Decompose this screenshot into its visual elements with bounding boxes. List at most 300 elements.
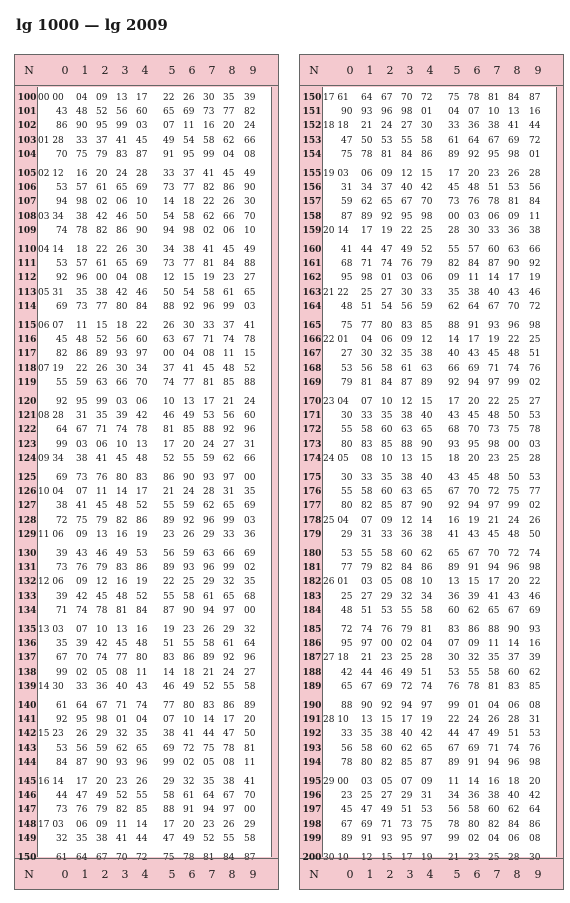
mantissa-cell: 85 bbox=[223, 377, 235, 388]
mantissa-cell: 69 bbox=[183, 107, 195, 118]
mantissa-cell: 78 bbox=[448, 819, 460, 830]
mantissa-cell: 39 bbox=[56, 549, 68, 559]
mantissa-cell: 89 bbox=[163, 515, 175, 526]
mantissa-cell: 46 bbox=[116, 211, 128, 222]
mantissa-cell: 63 bbox=[401, 487, 413, 498]
mantissa-cell: 51 bbox=[401, 805, 413, 816]
table-row bbox=[38, 259, 271, 271]
mantissa-cell: 65 bbox=[448, 549, 460, 559]
mantissa-prefix: 27 18 bbox=[323, 653, 349, 664]
mantissa-prefix: 21 22 bbox=[323, 287, 349, 298]
mantissa-cell: 19 bbox=[529, 273, 541, 284]
row-label: 172 bbox=[302, 425, 322, 436]
table-body bbox=[322, 87, 557, 863]
mantissa-cell: 43 bbox=[136, 681, 148, 692]
mantissa-cell: 72 bbox=[421, 93, 433, 103]
mantissa-cell: 65 bbox=[136, 743, 148, 754]
row-label: 137 bbox=[17, 653, 37, 664]
row-label: 152 bbox=[302, 121, 322, 132]
mantissa-cell: 81 bbox=[488, 681, 500, 692]
row-label: 132 bbox=[17, 577, 37, 588]
mantissa-cell: 09 bbox=[448, 273, 460, 284]
mantissa-cell: 53 bbox=[381, 135, 393, 146]
mantissa-cell: 38 bbox=[488, 121, 500, 132]
mantissa-cell: 98 bbox=[508, 149, 520, 160]
mantissa-cell: 82 bbox=[116, 805, 128, 816]
mantissa-cell: 81 bbox=[508, 197, 520, 208]
mantissa-cell: 84 bbox=[401, 149, 413, 160]
mantissa-cell: 35 bbox=[56, 639, 68, 650]
mantissa-cell: 36 bbox=[401, 529, 413, 540]
mantissa-cell: 98 bbox=[401, 107, 413, 118]
row-label: 108 bbox=[17, 211, 37, 222]
mantissa-cell: 87 bbox=[401, 377, 413, 388]
mantissa-cell: 09 bbox=[96, 93, 108, 103]
mantissa-cell: 28 bbox=[136, 169, 148, 179]
mantissa-cell: 02 bbox=[96, 197, 108, 208]
mantissa-cell: 74 bbox=[421, 681, 433, 692]
mantissa-cell: 90 bbox=[183, 473, 195, 483]
mantissa-cell: 52 bbox=[203, 681, 215, 692]
mantissa-cell: 35 bbox=[136, 729, 148, 740]
mantissa-cell: 30 bbox=[341, 473, 353, 483]
mantissa-cell: 45 bbox=[448, 183, 460, 194]
mantissa-cell: 05 bbox=[203, 757, 215, 768]
mantissa-cell: 40 bbox=[448, 349, 460, 360]
column-header: 8 bbox=[228, 868, 236, 881]
mantissa-cell: 58 bbox=[421, 605, 433, 616]
mantissa-cell: 33 bbox=[421, 287, 433, 298]
mantissa-cell: 09 bbox=[96, 819, 108, 830]
mantissa-cell: 94 bbox=[401, 701, 413, 711]
row-label: 187 bbox=[302, 653, 322, 664]
mantissa-prefix: 13 03 bbox=[38, 625, 64, 635]
table-header-top bbox=[300, 55, 563, 86]
mantissa-cell: 64 bbox=[203, 791, 215, 802]
mantissa-cell: 75 bbox=[421, 819, 433, 830]
table-row bbox=[323, 454, 556, 466]
mantissa-cell: 53 bbox=[529, 729, 541, 740]
mantissa-cell: 59 bbox=[203, 453, 215, 464]
mantissa-cell: 72 bbox=[529, 301, 541, 312]
mantissa-cell: 17 bbox=[203, 397, 215, 407]
column-header: 9 bbox=[534, 64, 542, 77]
mantissa-cell: 47 bbox=[76, 791, 88, 802]
mantissa-cell: 03 bbox=[116, 397, 128, 407]
column-header: N bbox=[24, 868, 34, 881]
mantissa-cell: 84 bbox=[136, 301, 148, 312]
mantissa-cell: 30 bbox=[468, 225, 480, 236]
mantissa-cell: 11 bbox=[244, 757, 256, 768]
mantissa-cell: 16 bbox=[488, 777, 500, 787]
mantissa-cell: 35 bbox=[76, 287, 88, 298]
table-row bbox=[38, 93, 271, 105]
mantissa-cell: 81 bbox=[488, 93, 500, 103]
mantissa-cell: 16 bbox=[116, 577, 128, 588]
row-label: 131 bbox=[17, 563, 37, 574]
row-label: 119 bbox=[17, 377, 37, 388]
mantissa-cell: 74 bbox=[56, 225, 68, 236]
mantissa-cell: 47 bbox=[381, 245, 393, 255]
mantissa-cell: 56 bbox=[341, 743, 353, 754]
mantissa-cell: 23 bbox=[341, 791, 353, 802]
mantissa-prefix: 22 01 bbox=[323, 335, 349, 346]
row-label: 145 bbox=[17, 777, 37, 787]
mantissa-cell: 22 bbox=[401, 225, 413, 236]
mantissa-cell: 47 bbox=[468, 729, 480, 740]
mantissa-cell: 58 bbox=[244, 681, 256, 692]
mantissa-cell: 41 bbox=[341, 245, 353, 255]
mantissa-cell: 21 bbox=[361, 121, 373, 132]
mantissa-cell: 58 bbox=[361, 743, 373, 754]
mantissa-cell: 64 bbox=[361, 93, 373, 103]
mantissa-cell: 79 bbox=[96, 805, 108, 816]
mantissa-cell: 17 bbox=[401, 715, 413, 726]
mantissa-cell: 69 bbox=[529, 605, 541, 616]
mantissa-cell: 69 bbox=[361, 819, 373, 830]
mantissa-cell: 06 bbox=[136, 397, 148, 407]
table-row bbox=[38, 411, 271, 423]
mantissa-cell: 74 bbox=[116, 425, 128, 436]
mantissa-cell: 92 bbox=[56, 715, 68, 726]
column-header: N bbox=[309, 868, 319, 881]
mantissa-cell: 90 bbox=[421, 501, 433, 512]
mantissa-cell: 32 bbox=[223, 577, 235, 588]
mantissa-cell: 96 bbox=[244, 653, 256, 664]
mantissa-cell: 84 bbox=[136, 605, 148, 616]
row-label: 140 bbox=[17, 701, 37, 711]
mantissa-cell: 59 bbox=[183, 549, 195, 559]
mantissa-cell: 44 bbox=[529, 121, 541, 132]
mantissa-cell: 56 bbox=[448, 805, 460, 816]
mantissa-cell: 78 bbox=[468, 681, 480, 692]
mantissa-cell: 38 bbox=[401, 473, 413, 483]
mantissa-cell: 90 bbox=[508, 625, 520, 635]
mantissa-cell: 87 bbox=[488, 259, 500, 270]
row-label: 150 bbox=[17, 853, 37, 863]
mantissa-cell: 74 bbox=[223, 335, 235, 346]
mantissa-cell: 18 bbox=[183, 197, 195, 208]
mantissa-cell: 41 bbox=[448, 529, 460, 540]
mantissa-cell: 20 bbox=[183, 439, 195, 450]
mantissa-cell: 75 bbox=[508, 487, 520, 498]
table-row bbox=[38, 577, 271, 589]
mantissa-cell: 96 bbox=[76, 273, 88, 284]
mantissa-cell: 34 bbox=[361, 183, 373, 194]
mantissa-cell: 17 bbox=[163, 819, 175, 830]
mantissa-cell: 34 bbox=[448, 791, 460, 802]
mantissa-cell: 80 bbox=[361, 757, 373, 768]
mantissa-cell: 80 bbox=[116, 473, 128, 483]
mantissa-cell: 11 bbox=[448, 777, 460, 787]
row-label: 185 bbox=[302, 625, 322, 635]
mantissa-cell: 58 bbox=[163, 791, 175, 802]
mantissa-cell: 27 bbox=[529, 397, 541, 407]
mantissa-cell: 12 bbox=[401, 515, 413, 526]
mantissa-cell: 43 bbox=[448, 411, 460, 422]
mantissa-cell: 33 bbox=[76, 135, 88, 146]
column-header: 7 bbox=[208, 868, 216, 881]
mantissa-cell: 89 bbox=[448, 149, 460, 160]
mantissa-cell: 14 bbox=[421, 515, 433, 526]
mantissa-cell: 78 bbox=[361, 149, 373, 160]
column-header: 5 bbox=[453, 64, 461, 77]
mantissa-cell: 36 bbox=[244, 529, 256, 540]
mantissa-cell: 10 bbox=[183, 715, 195, 726]
mantissa-cell: 52 bbox=[203, 833, 215, 844]
column-header: 4 bbox=[426, 64, 434, 77]
mantissa-prefix: 29 00 bbox=[323, 777, 349, 787]
mantissa-cell: 46 bbox=[381, 667, 393, 678]
column-header: 0 bbox=[346, 64, 354, 77]
mantissa-cell: 78 bbox=[244, 335, 256, 346]
mantissa-cell: 90 bbox=[361, 701, 373, 711]
mantissa-cell: 03 bbox=[136, 121, 148, 132]
mantissa-cell: 74 bbox=[381, 259, 393, 270]
mantissa-cell: 71 bbox=[488, 363, 500, 374]
mantissa-cell: 26 bbox=[96, 363, 108, 374]
mantissa-cell: 19 bbox=[136, 577, 148, 588]
mantissa-cell: 55 bbox=[361, 549, 373, 559]
mantissa-cell: 32 bbox=[56, 833, 68, 844]
mantissa-cell: 80 bbox=[341, 501, 353, 512]
mantissa-cell: 16 bbox=[76, 169, 88, 179]
table-row bbox=[38, 107, 271, 119]
mantissa-cell: 71 bbox=[381, 819, 393, 830]
mantissa-cell: 67 bbox=[488, 301, 500, 312]
row-label: 199 bbox=[302, 833, 322, 844]
mantissa-cell: 42 bbox=[341, 667, 353, 678]
log-table-right bbox=[299, 54, 564, 890]
mantissa-cell: 66 bbox=[223, 549, 235, 559]
mantissa-cell: 48 bbox=[508, 349, 520, 360]
mantissa-cell: 79 bbox=[401, 625, 413, 635]
mantissa-cell: 48 bbox=[136, 639, 148, 650]
mantissa-cell: 35 bbox=[401, 349, 413, 360]
mantissa-cell: 50 bbox=[508, 473, 520, 483]
mantissa-cell: 23 bbox=[381, 653, 393, 664]
mantissa-cell: 41 bbox=[203, 169, 215, 179]
mantissa-cell: 02 bbox=[203, 225, 215, 236]
mantissa-cell: 02 bbox=[529, 377, 541, 388]
mantissa-cell: 03 bbox=[244, 301, 256, 312]
mantissa-cell: 92 bbox=[448, 377, 460, 388]
mantissa-cell: 03 bbox=[401, 273, 413, 284]
mantissa-cell: 09 bbox=[76, 577, 88, 588]
table-row bbox=[323, 150, 556, 162]
mantissa-cell: 69 bbox=[136, 259, 148, 270]
mantissa-cell: 29 bbox=[203, 577, 215, 588]
mantissa-cell: 94 bbox=[203, 805, 215, 816]
mantissa-cell: 34 bbox=[163, 245, 175, 255]
mantissa-cell: 30 bbox=[421, 121, 433, 132]
row-label: 113 bbox=[17, 287, 37, 298]
mantissa-cell: 83 bbox=[116, 563, 128, 574]
mantissa-cell: 79 bbox=[96, 149, 108, 160]
mantissa-cell: 35 bbox=[244, 487, 256, 498]
mantissa-cell: 92 bbox=[183, 515, 195, 526]
mantissa-cell: 36 bbox=[448, 591, 460, 602]
mantissa-cell: 46 bbox=[529, 287, 541, 298]
mantissa-cell: 77 bbox=[163, 701, 175, 711]
mantissa-cell: 15 bbox=[421, 453, 433, 464]
mantissa-cell: 63 bbox=[421, 363, 433, 374]
mantissa-cell: 99 bbox=[116, 121, 128, 132]
mantissa-cell: 09 bbox=[508, 211, 520, 222]
mantissa-cell: 72 bbox=[341, 625, 353, 635]
mantissa-cell: 67 bbox=[508, 605, 520, 616]
table-row bbox=[38, 121, 271, 133]
row-label: 134 bbox=[17, 605, 37, 616]
mantissa-cell: 76 bbox=[448, 681, 460, 692]
mantissa-cell: 04 bbox=[448, 107, 460, 118]
mantissa-cell: 19 bbox=[421, 853, 433, 863]
mantissa-cell: 83 bbox=[203, 701, 215, 711]
mantissa-prefix: 12 06 bbox=[38, 577, 64, 588]
mantissa-cell: 57 bbox=[468, 245, 480, 255]
mantissa-cell: 43 bbox=[468, 349, 480, 360]
column-header: 0 bbox=[61, 64, 69, 77]
mantissa-cell: 35 bbox=[448, 287, 460, 298]
column-header: 2 bbox=[101, 64, 109, 77]
mantissa-cell: 86 bbox=[421, 563, 433, 574]
mantissa-cell: 35 bbox=[76, 833, 88, 844]
mantissa-cell: 23 bbox=[116, 777, 128, 787]
mantissa-cell: 65 bbox=[223, 501, 235, 512]
mantissa-cell: 74 bbox=[508, 363, 520, 374]
mantissa-cell: 04 bbox=[421, 639, 433, 650]
mantissa-cell: 61 bbox=[56, 701, 68, 711]
mantissa-cell: 19 bbox=[488, 335, 500, 346]
mantissa-cell: 04 bbox=[361, 335, 373, 346]
mantissa-cell: 15 bbox=[183, 273, 195, 284]
table-row bbox=[323, 273, 556, 285]
row-label: 165 bbox=[302, 321, 322, 331]
mantissa-cell: 58 bbox=[361, 425, 373, 436]
row-label: 106 bbox=[17, 183, 37, 194]
table-row bbox=[323, 639, 556, 651]
mantissa-cell: 85 bbox=[529, 681, 541, 692]
mantissa-cell: 18 bbox=[508, 777, 520, 787]
mantissa-cell: 23 bbox=[488, 453, 500, 464]
mantissa-cell: 84 bbox=[401, 563, 413, 574]
mantissa-cell: 86 bbox=[163, 473, 175, 483]
mantissa-cell: 56 bbox=[116, 107, 128, 118]
page-title: lg 1000 — lg 2009 bbox=[16, 16, 168, 34]
table-row bbox=[323, 440, 556, 452]
mantissa-cell: 26 bbox=[136, 777, 148, 787]
mantissa-cell: 69 bbox=[56, 301, 68, 312]
mantissa-cell: 66 bbox=[116, 377, 128, 388]
mantissa-cell: 20 bbox=[529, 777, 541, 787]
mantissa-cell: 39 bbox=[529, 653, 541, 664]
table-row bbox=[323, 335, 556, 347]
mantissa-prefix: 26 01 bbox=[323, 577, 349, 588]
row-label: 120 bbox=[17, 397, 37, 407]
row-label: 181 bbox=[302, 563, 322, 574]
mantissa-cell: 04 bbox=[76, 93, 88, 103]
table-row bbox=[323, 169, 556, 181]
table-row bbox=[38, 150, 271, 162]
mantissa-prefix: 24 05 bbox=[323, 453, 349, 464]
mantissa-cell: 30 bbox=[401, 287, 413, 298]
mantissa-cell: 66 bbox=[244, 453, 256, 464]
mantissa-cell: 76 bbox=[381, 625, 393, 635]
mantissa-cell: 62 bbox=[529, 667, 541, 678]
mantissa-cell: 89 bbox=[244, 701, 256, 711]
mantissa-cell: 41 bbox=[488, 591, 500, 602]
mantissa-cell: 33 bbox=[361, 473, 373, 483]
table-row bbox=[323, 758, 556, 770]
mantissa-cell: 93 bbox=[116, 349, 128, 360]
row-label: 125 bbox=[17, 473, 37, 483]
mantissa-cell: 60 bbox=[488, 245, 500, 255]
mantissa-cell: 75 bbox=[508, 425, 520, 436]
mantissa-cell: 03 bbox=[529, 439, 541, 450]
mantissa-cell: 98 bbox=[421, 211, 433, 222]
mantissa-cell: 07 bbox=[448, 639, 460, 650]
mantissa-cell: 15 bbox=[381, 715, 393, 726]
mantissa-cell: 32 bbox=[381, 349, 393, 360]
mantissa-cell: 82 bbox=[381, 757, 393, 768]
mantissa-cell: 45 bbox=[488, 349, 500, 360]
row-label: 121 bbox=[17, 411, 37, 422]
mantissa-cell: 02 bbox=[244, 563, 256, 574]
mantissa-cell: 25 bbox=[341, 591, 353, 602]
mantissa-cell: 17 bbox=[223, 715, 235, 726]
mantissa-cell: 28 bbox=[508, 715, 520, 726]
mantissa-cell: 08 bbox=[203, 349, 215, 360]
mantissa-cell: 97 bbox=[488, 501, 500, 512]
mantissa-cell: 61 bbox=[203, 591, 215, 602]
mantissa-cell: 14 bbox=[448, 335, 460, 346]
mantissa-cell: 88 bbox=[401, 439, 413, 450]
mantissa-cell: 29 bbox=[223, 625, 235, 635]
mantissa-cell: 74 bbox=[76, 605, 88, 616]
mantissa-cell: 85 bbox=[136, 805, 148, 816]
mantissa-cell: 49 bbox=[401, 667, 413, 678]
mantissa-cell: 62 bbox=[448, 301, 460, 312]
mantissa-cell: 23 bbox=[488, 169, 500, 179]
mantissa-cell: 25 bbox=[529, 335, 541, 346]
mantissa-cell: 27 bbox=[244, 667, 256, 678]
mantissa-cell: 29 bbox=[244, 819, 256, 830]
mantissa-cell: 82 bbox=[244, 107, 256, 118]
mantissa-cell: 03 bbox=[76, 439, 88, 450]
mantissa-cell: 27 bbox=[223, 439, 235, 450]
mantissa-cell: 71 bbox=[488, 743, 500, 754]
mantissa-cell: 76 bbox=[76, 805, 88, 816]
table-row bbox=[323, 834, 556, 846]
mantissa-prefix: 17 61 bbox=[323, 93, 349, 103]
mantissa-cell: 31 bbox=[361, 529, 373, 540]
row-label: 166 bbox=[302, 335, 322, 346]
mantissa-cell: 65 bbox=[116, 183, 128, 194]
mantissa-cell: 92 bbox=[448, 501, 460, 512]
mantissa-cell: 43 bbox=[448, 473, 460, 483]
mantissa-cell: 56 bbox=[401, 301, 413, 312]
mantissa-cell: 83 bbox=[508, 681, 520, 692]
mantissa-cell: 88 bbox=[488, 625, 500, 635]
mantissa-cell: 25 bbox=[361, 791, 373, 802]
mantissa-cell: 79 bbox=[96, 563, 108, 574]
row-label: 184 bbox=[302, 605, 322, 616]
mantissa-cell: 55 bbox=[448, 245, 460, 255]
mantissa-cell: 48 bbox=[508, 529, 520, 540]
table-row bbox=[323, 668, 556, 680]
row-label: 114 bbox=[17, 301, 37, 312]
mantissa-cell: 18 bbox=[448, 453, 460, 464]
